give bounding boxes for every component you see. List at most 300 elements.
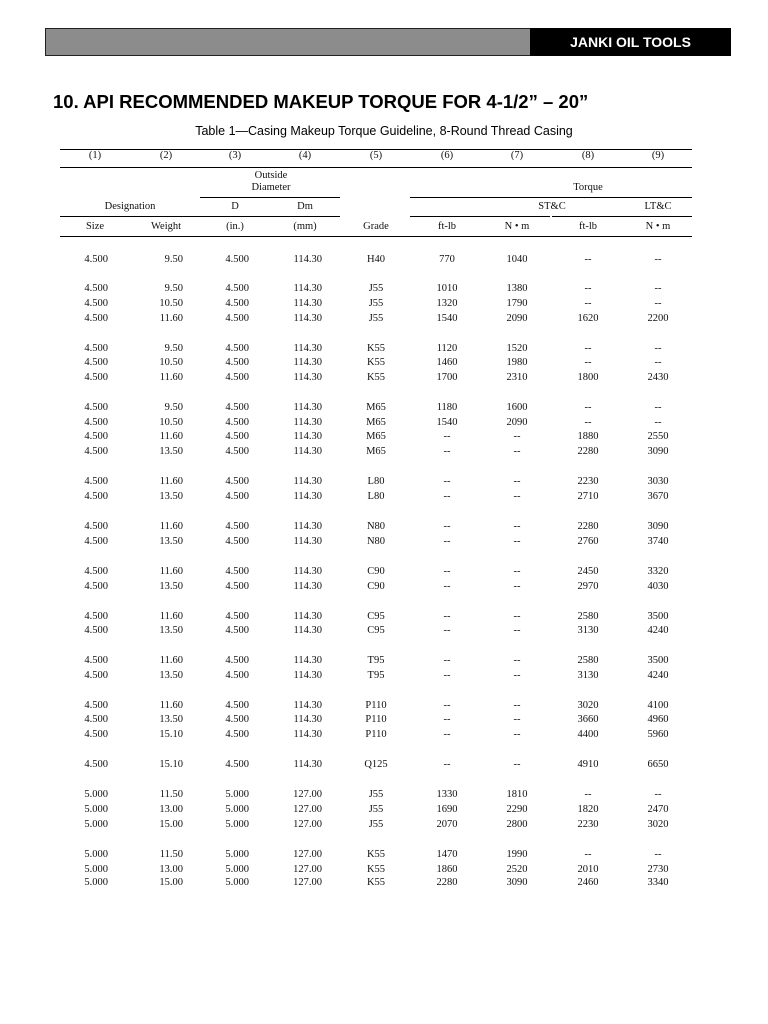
d-dm-underline [200, 216, 340, 217]
cell-od-mm: 114.30 [293, 670, 322, 681]
cell-od-mm: 114.30 [293, 357, 322, 368]
col-number: (8) [581, 150, 595, 161]
cell-weight: 11.60 [159, 566, 183, 577]
cell-ltc-ftlb: -- [584, 417, 592, 428]
cell-weight: 9.50 [164, 283, 183, 294]
cell-stc-ftlb: -- [443, 611, 451, 622]
cell-grade: L80 [367, 476, 385, 487]
cell-od-in: 4.500 [225, 254, 249, 265]
col-number: (1) [88, 150, 102, 161]
cell-ltc-nm: 6650 [647, 759, 669, 770]
cell-weight: 9.50 [164, 254, 183, 265]
cell-od-in: 4.500 [225, 729, 249, 740]
cell-stc-ftlb: 1320 [436, 298, 458, 309]
cell-od-mm: 114.30 [293, 581, 322, 592]
cell-ltc-ftlb: 2580 [577, 611, 599, 622]
cell-stc-ftlb: -- [443, 431, 451, 442]
cell-od-in: 4.500 [225, 431, 249, 442]
cell-size: 4.500 [84, 402, 108, 413]
cell-stc-nm: 1600 [506, 402, 528, 413]
cell-stc-ftlb: 1700 [436, 372, 458, 383]
cell-od-in: 4.500 [225, 402, 249, 413]
cell-stc-nm: 2520 [506, 864, 528, 875]
cell-od-mm: 114.30 [293, 254, 322, 265]
cell-grade: J55 [368, 313, 384, 324]
cell-ltc-ftlb: 4400 [577, 729, 599, 740]
header-size: Size [85, 221, 105, 232]
cell-ltc-ftlb: -- [584, 343, 592, 354]
cell-od-in: 4.500 [225, 476, 249, 487]
cell-size: 4.500 [84, 566, 108, 577]
cell-size: 4.500 [84, 357, 108, 368]
cell-stc-ftlb: -- [443, 536, 451, 547]
cell-ltc-nm: 3500 [647, 611, 669, 622]
cell-size: 4.500 [84, 372, 108, 383]
cell-stc-nm: -- [513, 431, 521, 442]
cell-stc-nm: 2090 [506, 417, 528, 428]
cell-weight: 13.50 [159, 714, 183, 725]
cell-od-in: 5.000 [225, 849, 249, 860]
cell-weight: 11.60 [159, 521, 183, 532]
cell-od-in: 4.500 [225, 581, 249, 592]
cell-size: 4.500 [84, 283, 108, 294]
cell-stc-ftlb: -- [443, 491, 451, 502]
cell-ltc-nm: 3320 [647, 566, 669, 577]
cell-stc-nm: 1790 [506, 298, 528, 309]
cell-stc-ftlb: 1860 [436, 864, 458, 875]
cell-stc-ftlb: 1120 [436, 343, 458, 354]
header-ltc: LT&C [644, 201, 672, 212]
cell-ltc-nm: -- [654, 417, 662, 428]
cell-grade: L80 [367, 491, 385, 502]
cell-grade: K55 [366, 357, 386, 368]
cell-od-mm: 114.30 [293, 446, 322, 457]
cell-od-in: 4.500 [225, 759, 249, 770]
cell-weight: 9.50 [164, 402, 183, 413]
cell-stc-ftlb: 1010 [436, 283, 458, 294]
cell-weight: 11.60 [159, 372, 183, 383]
cell-stc-nm: 1380 [506, 283, 528, 294]
brand-label: JANKI OIL TOOLS [530, 28, 731, 56]
cell-size: 4.500 [84, 491, 108, 502]
cell-weight: 11.60 [159, 700, 183, 711]
cell-grade: K55 [366, 864, 386, 875]
cell-weight: 11.50 [159, 849, 183, 860]
cell-grade: T95 [367, 670, 385, 681]
col-number: (5) [369, 150, 383, 161]
header-stc: ST&C [538, 201, 566, 212]
cell-weight: 11.60 [159, 611, 183, 622]
cell-ltc-nm: 2730 [647, 864, 669, 875]
cell-grade: J55 [368, 804, 384, 815]
cell-stc-ftlb: -- [443, 581, 451, 592]
header-d: D [231, 201, 239, 212]
cell-od-mm: 114.30 [293, 491, 322, 502]
cell-ltc-nm: 2200 [647, 313, 669, 324]
header-torque: Torque [573, 182, 603, 193]
cell-weight: 13.50 [159, 670, 183, 681]
cell-weight: 15.10 [159, 729, 183, 740]
table-caption: Table 1—Casing Makeup Torque Guideline, 8-Round Thread Casing [195, 124, 573, 138]
cell-ltc-nm: 2550 [647, 431, 669, 442]
cell-grade: N80 [366, 521, 386, 532]
cell-od-in: 5.000 [225, 877, 249, 888]
cell-ltc-nm: 3090 [647, 521, 669, 532]
cell-weight: 13.50 [159, 581, 183, 592]
cell-stc-nm: -- [513, 521, 521, 532]
cell-size: 4.500 [84, 714, 108, 725]
cell-od-mm: 114.30 [293, 521, 322, 532]
cell-weight: 11.60 [159, 431, 183, 442]
cell-weight: 11.60 [159, 476, 183, 487]
header-ftlb-stc: ft-lb [437, 221, 457, 232]
cell-grade: J55 [368, 819, 384, 830]
cell-stc-nm: -- [513, 670, 521, 681]
cell-stc-ftlb: -- [443, 446, 451, 457]
cell-grade: J55 [368, 789, 384, 800]
cell-ltc-nm: 4030 [647, 581, 669, 592]
header-mm: (mm) [293, 221, 317, 232]
cell-ltc-ftlb: 2280 [577, 446, 599, 457]
header-dm: Dm [297, 201, 313, 212]
cell-weight: 13.50 [159, 625, 183, 636]
cell-od-in: 4.500 [225, 536, 249, 547]
cell-size: 4.500 [84, 417, 108, 428]
cell-stc-nm: -- [513, 536, 521, 547]
cell-od-mm: 114.30 [293, 566, 322, 577]
cell-size: 4.500 [84, 611, 108, 622]
cell-weight: 10.50 [159, 357, 183, 368]
cell-stc-nm: 1520 [506, 343, 528, 354]
cell-grade: K55 [366, 372, 386, 383]
cell-stc-nm: 2800 [506, 819, 528, 830]
cell-ltc-ftlb: 1820 [577, 804, 599, 815]
header-in: (in.) [226, 221, 244, 232]
cell-ltc-nm: -- [654, 298, 662, 309]
cell-ltc-nm: -- [654, 849, 662, 860]
cell-size: 4.500 [84, 343, 108, 354]
cell-ltc-nm: -- [654, 343, 662, 354]
cell-od-in: 5.000 [225, 819, 249, 830]
cell-size: 4.500 [84, 670, 108, 681]
cell-weight: 9.50 [164, 343, 183, 354]
cell-od-in: 4.500 [225, 655, 249, 666]
header-bottom-rule [60, 236, 692, 237]
col-number: (4) [298, 150, 312, 161]
cell-stc-nm: -- [513, 729, 521, 740]
cell-stc-ftlb: -- [443, 655, 451, 666]
cell-weight: 13.50 [159, 536, 183, 547]
cell-stc-nm: 3090 [506, 877, 528, 888]
stc-underline [410, 216, 550, 217]
cell-size: 5.000 [84, 804, 108, 815]
cell-grade: T95 [367, 655, 385, 666]
cell-grade: P110 [365, 714, 387, 725]
cell-size: 4.500 [84, 536, 108, 547]
cell-size: 4.500 [84, 313, 108, 324]
cell-stc-ftlb: -- [443, 759, 451, 770]
cell-size: 4.500 [84, 581, 108, 592]
cell-grade: K55 [366, 343, 386, 354]
cell-ltc-nm: 4240 [647, 670, 669, 681]
cell-od-in: 4.500 [225, 700, 249, 711]
cell-ltc-nm: -- [654, 789, 662, 800]
cell-stc-nm: -- [513, 759, 521, 770]
cell-weight: 11.60 [159, 313, 183, 324]
cell-stc-nm: -- [513, 700, 521, 711]
cell-weight: 15.00 [159, 877, 183, 888]
cell-od-in: 5.000 [225, 864, 249, 875]
cell-grade: C90 [367, 566, 385, 577]
header-diameter: Diameter [251, 182, 291, 193]
cell-stc-ftlb: 1470 [436, 849, 458, 860]
header-weight: Weight [150, 221, 182, 232]
cell-stc-nm: 2310 [506, 372, 528, 383]
cell-stc-ftlb: -- [443, 714, 451, 725]
cell-grade: H40 [366, 254, 386, 265]
cell-grade: J55 [368, 298, 384, 309]
cell-size: 5.000 [84, 789, 108, 800]
cell-od-in: 4.500 [225, 372, 249, 383]
cell-ltc-nm: 3670 [647, 491, 669, 502]
cell-od-mm: 114.30 [293, 343, 322, 354]
cell-grade: M65 [366, 417, 386, 428]
cell-stc-nm: 2290 [506, 804, 528, 815]
cell-od-mm: 127.00 [293, 864, 322, 875]
cell-size: 5.000 [84, 819, 108, 830]
cell-ltc-ftlb: 2450 [577, 566, 599, 577]
cell-grade: N80 [366, 536, 386, 547]
cell-size: 4.500 [84, 759, 108, 770]
cell-ltc-nm: 4960 [647, 714, 669, 725]
header-designation: Designation [104, 201, 156, 212]
cell-stc-ftlb: 1540 [436, 417, 458, 428]
col-number: (7) [510, 150, 524, 161]
cell-grade: C90 [367, 581, 385, 592]
col-number: (6) [440, 150, 454, 161]
torque-underline [410, 197, 692, 198]
cell-stc-ftlb: -- [443, 729, 451, 740]
cell-weight: 13.00 [159, 804, 183, 815]
cell-weight: 13.50 [159, 446, 183, 457]
cell-ltc-ftlb: 2230 [577, 476, 599, 487]
cell-stc-nm: 1990 [506, 849, 528, 860]
cell-stc-nm: -- [513, 655, 521, 666]
cell-od-mm: 114.30 [293, 313, 322, 324]
cell-od-in: 4.500 [225, 491, 249, 502]
cell-stc-nm: -- [513, 491, 521, 502]
header-ftlb-ltc: ft-lb [578, 221, 598, 232]
cell-ltc-nm: 4100 [647, 700, 669, 711]
cell-ltc-ftlb: 3130 [577, 670, 599, 681]
cell-ltc-ftlb: 3020 [577, 700, 599, 711]
cell-weight: 13.50 [159, 491, 183, 502]
cell-weight: 10.50 [159, 417, 183, 428]
cell-grade: J55 [368, 283, 384, 294]
cell-od-mm: 114.30 [293, 625, 322, 636]
cell-size: 4.500 [84, 446, 108, 457]
cell-od-mm: 114.30 [293, 402, 322, 413]
cell-ltc-ftlb: 1800 [577, 372, 599, 383]
cell-stc-ftlb: 1180 [436, 402, 458, 413]
cell-od-in: 4.500 [225, 625, 249, 636]
cell-ltc-nm: -- [654, 283, 662, 294]
cell-stc-nm: -- [513, 566, 521, 577]
cell-ltc-ftlb: 2280 [577, 521, 599, 532]
cell-ltc-ftlb: -- [584, 283, 592, 294]
cell-od-mm: 127.00 [293, 849, 322, 860]
cell-ltc-nm: -- [654, 402, 662, 413]
cell-stc-nm: -- [513, 714, 521, 725]
cell-stc-nm: -- [513, 611, 521, 622]
cell-ltc-ftlb: 4910 [577, 759, 599, 770]
cell-od-mm: 127.00 [293, 789, 322, 800]
cell-stc-nm: 1980 [506, 357, 528, 368]
cell-ltc-ftlb: 2710 [577, 491, 599, 502]
cell-stc-ftlb: 1540 [436, 313, 458, 324]
cell-od-in: 4.500 [225, 283, 249, 294]
cell-od-mm: 127.00 [293, 877, 322, 888]
header-nm-stc: N • m [504, 221, 530, 232]
cell-od-in: 4.500 [225, 313, 249, 324]
col-number: (3) [228, 150, 242, 161]
cell-ltc-ftlb: 1620 [577, 313, 599, 324]
cell-od-mm: 114.30 [293, 283, 322, 294]
header-banner [45, 28, 731, 56]
cell-od-mm: 114.30 [293, 655, 322, 666]
cell-od-mm: 127.00 [293, 804, 322, 815]
cell-ltc-ftlb: 3130 [577, 625, 599, 636]
cell-od-mm: 114.30 [293, 700, 322, 711]
cell-od-mm: 114.30 [293, 611, 322, 622]
cell-size: 4.500 [84, 729, 108, 740]
cell-weight: 15.00 [159, 819, 183, 830]
cell-od-in: 4.500 [225, 670, 249, 681]
cell-grade: K55 [366, 877, 386, 888]
cell-size: 5.000 [84, 877, 108, 888]
cell-size: 4.500 [84, 521, 108, 532]
cell-stc-ftlb: 2070 [436, 819, 458, 830]
cell-ltc-nm: 3340 [647, 877, 669, 888]
cell-ltc-ftlb: -- [584, 402, 592, 413]
cell-grade: Q125 [364, 759, 388, 770]
cell-od-mm: 114.30 [293, 431, 322, 442]
cell-size: 4.500 [84, 298, 108, 309]
cell-stc-nm: -- [513, 625, 521, 636]
cell-size: 5.000 [84, 849, 108, 860]
ltc-underline [552, 216, 692, 217]
cell-ltc-ftlb: 2970 [577, 581, 599, 592]
cell-ltc-nm: -- [654, 254, 662, 265]
cell-od-in: 4.500 [225, 446, 249, 457]
cell-ltc-nm: 3090 [647, 446, 669, 457]
cell-od-in: 5.000 [225, 804, 249, 815]
cell-stc-ftlb: -- [443, 521, 451, 532]
cell-stc-ftlb: 2280 [436, 877, 458, 888]
cell-ltc-nm: 3740 [647, 536, 669, 547]
cell-od-mm: 127.00 [293, 819, 322, 830]
cell-ltc-nm: 2470 [647, 804, 669, 815]
cell-od-in: 4.500 [225, 417, 249, 428]
col-number: (2) [159, 150, 173, 161]
cell-od-in: 4.500 [225, 298, 249, 309]
cell-ltc-nm: 2430 [647, 372, 669, 383]
cell-weight: 15.10 [159, 759, 183, 770]
cell-weight: 11.60 [159, 655, 183, 666]
cell-ltc-ftlb: 2230 [577, 819, 599, 830]
cell-ltc-ftlb: 2760 [577, 536, 599, 547]
cell-size: 4.500 [84, 254, 108, 265]
cell-ltc-ftlb: 1880 [577, 431, 599, 442]
page-title: 10. API RECOMMENDED MAKEUP TORQUE FOR 4-1/2” – 20” [53, 91, 589, 112]
header-grade: Grade [363, 221, 389, 232]
cell-size: 4.500 [84, 700, 108, 711]
cell-ltc-ftlb: 2010 [577, 864, 599, 875]
cell-stc-ftlb: 770 [439, 254, 455, 265]
cell-od-mm: 114.30 [293, 372, 322, 383]
cell-od-mm: 114.30 [293, 417, 322, 428]
cell-ltc-ftlb: 2580 [577, 655, 599, 666]
cell-stc-ftlb: -- [443, 566, 451, 577]
cell-grade: C95 [367, 611, 385, 622]
cell-od-mm: 114.30 [293, 536, 322, 547]
cell-ltc-ftlb: -- [584, 298, 592, 309]
cell-size: 4.500 [84, 431, 108, 442]
cell-ltc-nm: 3020 [647, 819, 669, 830]
cell-grade: C95 [367, 625, 385, 636]
cell-stc-nm: 1810 [506, 789, 528, 800]
cell-ltc-ftlb: -- [584, 357, 592, 368]
cell-weight: 11.50 [159, 789, 183, 800]
cell-stc-ftlb: -- [443, 476, 451, 487]
cell-od-in: 5.000 [225, 789, 249, 800]
cell-grade: P110 [365, 729, 387, 740]
cell-size: 4.500 [84, 476, 108, 487]
cell-ltc-ftlb: 2460 [577, 877, 599, 888]
cell-stc-ftlb: -- [443, 700, 451, 711]
column-number-rule [60, 167, 692, 168]
cell-grade: P110 [365, 700, 387, 711]
cell-od-in: 4.500 [225, 357, 249, 368]
cell-weight: 10.50 [159, 298, 183, 309]
cell-stc-nm: -- [513, 446, 521, 457]
cell-stc-ftlb: -- [443, 625, 451, 636]
cell-ltc-ftlb: -- [584, 254, 592, 265]
cell-ltc-nm: 4240 [647, 625, 669, 636]
cell-od-in: 4.500 [225, 714, 249, 725]
cell-grade: M65 [366, 446, 386, 457]
cell-size: 5.000 [84, 864, 108, 875]
cell-size: 4.500 [84, 625, 108, 636]
cell-od-in: 4.500 [225, 611, 249, 622]
cell-ltc-nm: 5960 [647, 729, 669, 740]
cell-size: 4.500 [84, 655, 108, 666]
header-nm-ltc: N • m [645, 221, 671, 232]
cell-ltc-nm: 3500 [647, 655, 669, 666]
cell-ltc-ftlb: 3660 [577, 714, 599, 725]
cell-stc-ftlb: -- [443, 670, 451, 681]
cell-od-in: 4.500 [225, 521, 249, 532]
cell-stc-ftlb: 1330 [436, 789, 458, 800]
cell-stc-nm: 2090 [506, 313, 528, 324]
cell-od-in: 4.500 [225, 566, 249, 577]
cell-stc-ftlb: 1460 [436, 357, 458, 368]
cell-od-mm: 114.30 [293, 729, 322, 740]
cell-stc-nm: -- [513, 581, 521, 592]
cell-od-in: 4.500 [225, 343, 249, 354]
diameter-underline [200, 197, 340, 198]
cell-weight: 13.00 [159, 864, 183, 875]
